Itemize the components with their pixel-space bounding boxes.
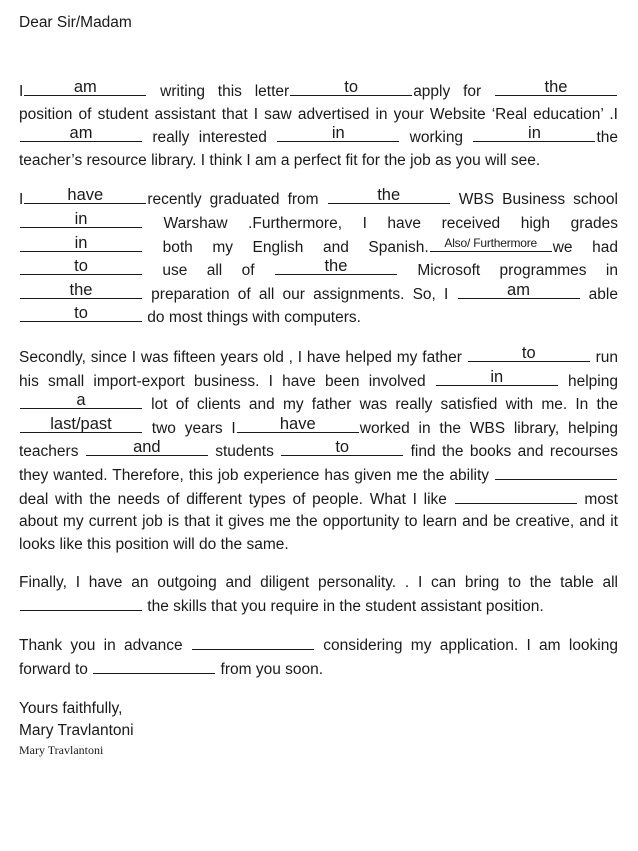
text: recently graduated from: [147, 191, 327, 209]
text: Secondly, since I was fifteen years old , I have helped my father: [19, 348, 467, 366]
blank-22[interactable]: [86, 440, 208, 456]
text: two years I: [143, 419, 236, 437]
answer: in: [74, 233, 88, 252]
answer: am: [507, 280, 530, 299]
blank-21[interactable]: [237, 414, 359, 433]
text: the skills that you require in the student assistant position.: [143, 597, 544, 615]
answer: have: [279, 414, 316, 433]
text: we had: [552, 238, 618, 256]
text: preparation of all our assignments. So, I: [143, 285, 457, 303]
blank-13[interactable]: [275, 259, 397, 275]
blank-17[interactable]: [468, 343, 590, 362]
blank-15[interactable]: [458, 280, 580, 299]
blank-16[interactable]: [20, 306, 142, 322]
blank-20[interactable]: [20, 414, 142, 433]
text: Finally, I have an outgoing and diligent personality. . I can bring to the table all: [19, 574, 618, 592]
blank-8[interactable]: [328, 188, 450, 204]
answer: to: [74, 304, 88, 323]
text: Warshaw .Furthermore, I have received high grades: [143, 214, 618, 232]
blank-24[interactable]: [495, 464, 617, 480]
answer: the: [544, 78, 568, 96]
blank-14[interactable]: [20, 280, 142, 299]
answer: am: [73, 78, 97, 96]
paragraph-5: [19, 634, 618, 681]
blank-9[interactable]: [20, 209, 142, 228]
blank-12[interactable]: [20, 259, 142, 275]
answer: am: [69, 124, 93, 143]
answer: Also/ Furthermore: [444, 235, 538, 250]
text: I: [19, 191, 24, 209]
text: worked in the WBS library, helping teachers: [19, 419, 619, 461]
blank-4[interactable]: [20, 126, 142, 142]
answer: to: [521, 343, 536, 362]
text: run his small import-export business. I have been involved: [19, 348, 618, 390]
text: do most things with computers.: [143, 309, 361, 327]
answer: in: [331, 124, 345, 143]
answer: in: [74, 209, 88, 228]
text: the teacher’s resource library. I think I am a perfect fit for the job as you will see.: [19, 129, 619, 169]
text: working: [400, 129, 473, 147]
text: position of student assistant that I saw advertised in your Website ‘Real education’ .I: [19, 105, 618, 123]
blank-3[interactable]: [495, 80, 617, 96]
blank-23[interactable]: [281, 440, 403, 456]
answer: the: [377, 186, 401, 205]
blank-5[interactable]: [277, 126, 399, 142]
answer: a: [76, 391, 86, 410]
answer: the: [324, 257, 348, 276]
signature-small: Mary Travlantoni: [19, 742, 104, 757]
paragraph-3: [19, 343, 619, 556]
closing: [19, 698, 618, 758]
answer: to: [74, 257, 88, 276]
blank-11[interactable]: [430, 236, 552, 252]
text: both my English and Spanish.: [143, 238, 429, 256]
paragraph-1: [19, 80, 618, 172]
text: apply for: [413, 83, 494, 100]
text: lot of clients and my father was really satisfied with me. In the: [143, 396, 618, 414]
text: I: [19, 83, 24, 100]
text: use all of: [143, 262, 274, 280]
blank-1[interactable]: [24, 80, 146, 96]
blank-18[interactable]: [436, 367, 558, 386]
answer: in: [528, 124, 541, 143]
text: find the books and recourses they wanted. Therefore, this job experience has given me the ability: [19, 443, 618, 484]
blank-28[interactable]: [93, 658, 215, 674]
blank-27[interactable]: [192, 634, 314, 650]
text: writing this letter: [147, 83, 290, 100]
answer: to: [335, 438, 350, 457]
text: able: [580, 285, 618, 303]
greeting: Dear Sir/Madam: [19, 14, 132, 31]
blank-19[interactable]: [20, 393, 142, 409]
blank-6[interactable]: [473, 126, 595, 142]
blank-2[interactable]: [290, 80, 412, 96]
text: from you soon.: [216, 661, 324, 679]
blank-10[interactable]: [20, 233, 142, 252]
answer: to: [344, 78, 359, 96]
text: Microsoft programmes in: [397, 262, 618, 280]
answer: the: [69, 280, 93, 299]
text: helping: [558, 372, 618, 390]
text: considering my application. I am looking forward to: [19, 637, 618, 679]
answer: last/past: [50, 414, 112, 433]
answer: and: [133, 438, 161, 457]
blank-26[interactable]: [20, 595, 142, 611]
text: deal with the needs of different types of people. What I like: [19, 490, 454, 508]
paragraph-4: [19, 572, 618, 618]
blank-7[interactable]: [24, 188, 146, 204]
text: WBS Business school: [450, 191, 618, 209]
closing-line: Yours faithfully,: [19, 699, 123, 717]
answer: have: [67, 186, 104, 205]
paragraph-2: [19, 188, 618, 330]
answer: in: [490, 367, 504, 386]
text: really interested: [143, 129, 277, 147]
signature-name: Mary Travlantoni: [19, 721, 134, 739]
blank-25[interactable]: [455, 488, 577, 504]
text: most about my current job is that it gives me the opportunity to learn and be creative, and it looks like this position will do the same.: [19, 490, 618, 553]
text: Thank you in advance: [19, 637, 191, 655]
text: students: [208, 443, 281, 461]
